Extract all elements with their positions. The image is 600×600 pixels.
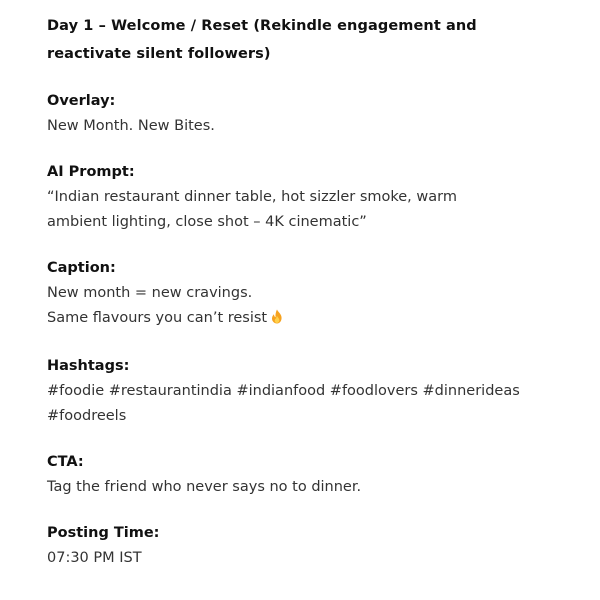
posting-time-label: Posting Time: xyxy=(47,525,160,541)
caption-label: Caption: xyxy=(47,260,116,276)
caption-line-1: New month = new cravings. xyxy=(47,285,253,301)
ai-prompt-line-1: “Indian restaurant dinner table, hot sizzler smoke, warm xyxy=(47,189,457,205)
ai-prompt-section xyxy=(47,159,567,235)
title-line-2: reactivate silent followers) xyxy=(47,46,271,62)
document-title xyxy=(47,12,567,68)
cta-label: CTA: xyxy=(47,454,84,470)
hashtags-line-1: #foodie #restaurantindia #indianfood #foodlovers #dinnerideas xyxy=(47,383,520,399)
caption-line-2: Same flavours you can’t resist xyxy=(47,310,268,326)
title-line-1: Day 1 – Welcome / Reset (Rekindle engagement and xyxy=(47,18,477,34)
overlay-text: New Month. New Bites. xyxy=(47,118,215,134)
posting-time-section xyxy=(47,520,567,571)
content-plan-document xyxy=(47,12,567,571)
caption-line-2-wrapper xyxy=(47,306,567,333)
overlay-label: Overlay: xyxy=(47,93,116,109)
hashtags-section xyxy=(47,353,567,429)
ai-prompt-line-2: ambient lighting, close shot – 4K cinematic” xyxy=(47,214,367,230)
overlay-section xyxy=(47,88,567,139)
fire-icon xyxy=(270,308,284,333)
posting-time-text: 07:30 PM IST xyxy=(47,550,142,566)
hashtags-line-2: #foodreels xyxy=(47,408,127,424)
ai-prompt-label: AI Prompt: xyxy=(47,164,135,180)
cta-section xyxy=(47,449,567,500)
caption-section xyxy=(47,255,567,333)
cta-text: Tag the friend who never says no to dinner. xyxy=(47,479,362,495)
hashtags-label: Hashtags: xyxy=(47,358,130,374)
